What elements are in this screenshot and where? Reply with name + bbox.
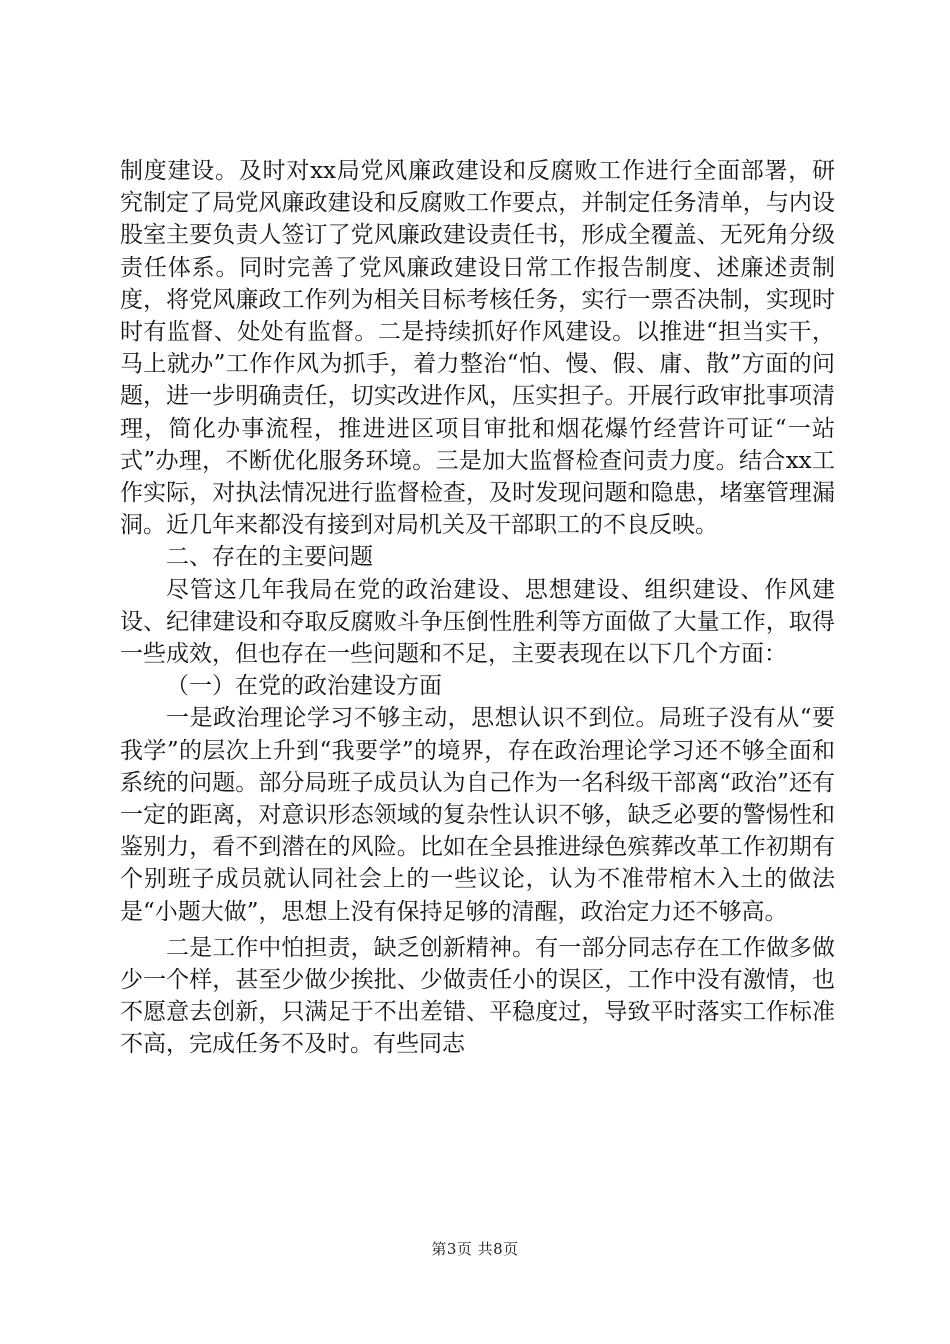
section-heading-main-problems: 二、存在的主要问题 bbox=[166, 544, 373, 571]
paragraph-theory-study: 一是政治理论学习不够主动，思想认识不到位。局班子没有从“要我学”的层次上升到“我要学”的境界，存在政治理论学习还不够全面和系统的问题。部分局班子成员认为自己作为一名科级干部离“政治”还有一定的距离，对意识形态领域的复杂性认识不够，缺乏必要的警惕性和鉴别力，看不到潜在的风险。比如在全县推进绿色殡葬改革工作初期有个别班子成员就认同社会上的一些议论，认为不准带棺木入土的做法是“小题大做”，思想上没有保持足够的清醒，政治定力还不够高。 bbox=[120, 705, 835, 925]
document-body bbox=[120, 155, 835, 1061]
paragraph-party-conduct-system: 制度建设。及时对xx局党风廉政建设和反腐败工作进行全面部署，研究制定了局党风廉政建设和反腐败工作要点，并制定任务清单，与内设股室主要负责人签订了党风廉政建设责任书，形成全覆盖、无死角分级责任体系。同时完善了党风廉政建设日常工作报告制度、述廉述责制度，将党风廉政工作列为相关目标考核任务，实行一票否决制，实现时时有监督、处处有监督。二是持续抓好作风建设。以推进“担当实干，马上就办”工作作风为抓手，着力整治“怕、慢、假、庸、散”方面的问题，进一步明确责任，切实改进作风，压实担子。开展行政审批事项清理，简化办事流程，推进进区项目审批和烟花爆竹经营许可证“一站式”办理，不断优化服务环境。三是加大监督检查问责力度。结合xx工作实际，对执法情况进行监督检查，及时发现问题和隐患，堵塞管理漏洞。近几年来都没有接到对局机关及干部职工的不良反映。 bbox=[120, 158, 835, 539]
paragraph-problems-intro: 尽管这几年我局在党的政治建设、思想建设、组织建设、作风建设、纪律建设和夺取反腐败斗争压倒性胜利等方面做了大量工作，取得一些成效，但也存在一些问题和不足，主要表现在以下几个方面： bbox=[120, 576, 835, 668]
paragraph-fear-of-responsibility: 二是工作中怕担责，缺乏创新精神。有一部分同志存在工作做多做少一个样，甚至少做少挨批、少做责任小的误区，工作中没有激情，也不愿意去创新，只满足于不出差错、平稳度过，导致平时落实工作标准不高，完成任务不及时。有些同志 bbox=[120, 934, 835, 1058]
page-number-footer: 第3页 共8页 bbox=[431, 1240, 519, 1258]
subsection-heading-political-construction: （一）在党的政治建设方面 bbox=[166, 673, 442, 700]
